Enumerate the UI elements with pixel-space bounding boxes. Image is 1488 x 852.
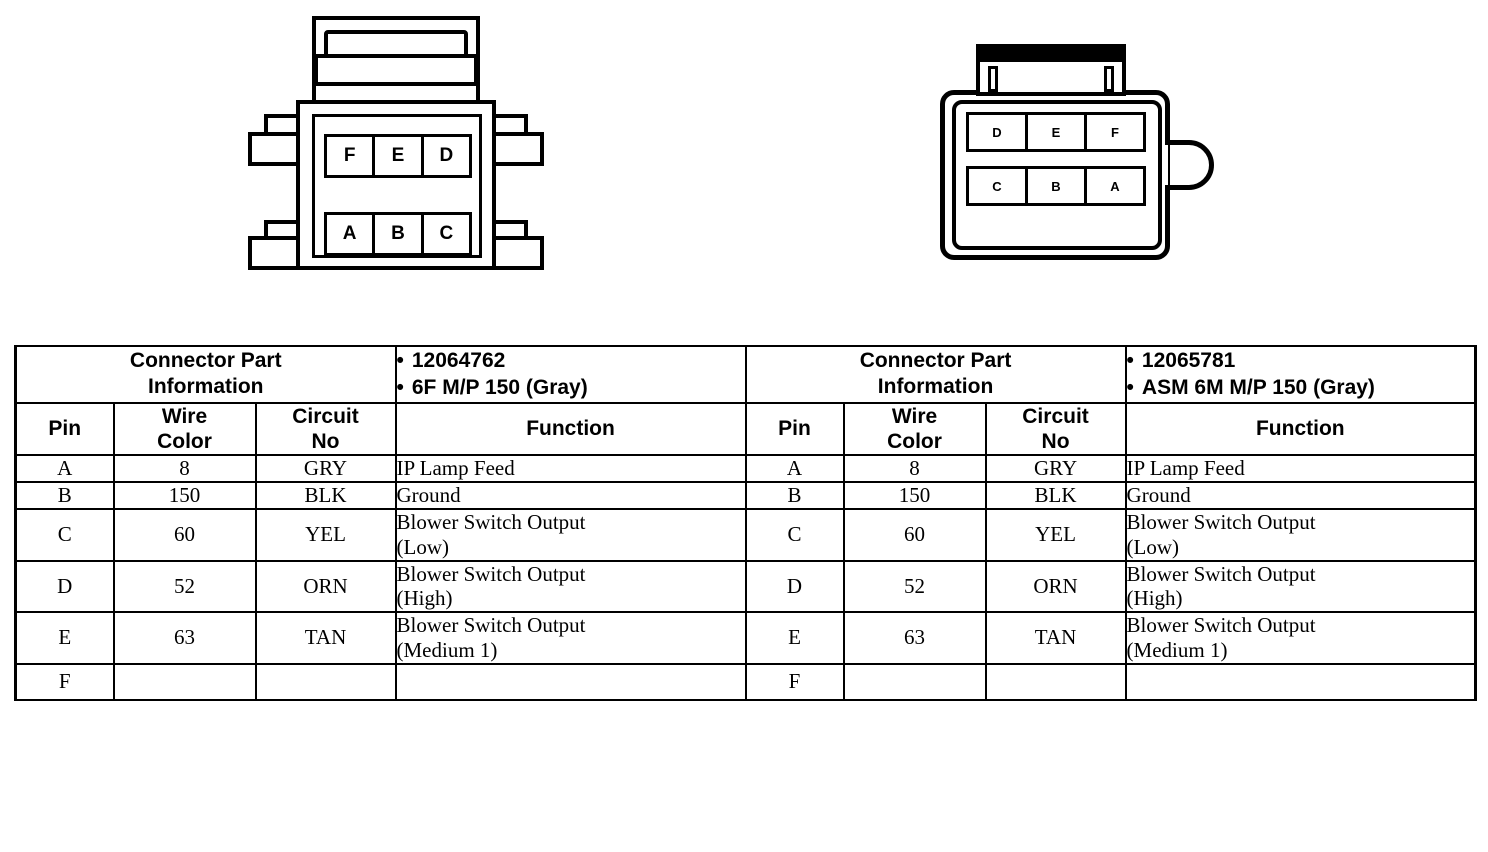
right-connector-cavity-c: C	[969, 169, 1028, 203]
header-left-wire-color-line1: Wire	[161, 404, 208, 428]
header-right-circuit-no-line1: Circuit	[1022, 404, 1089, 428]
right-function	[1126, 482, 1476, 509]
left-circuit-no: BLK	[256, 482, 396, 509]
header-right-wire-color	[844, 403, 986, 455]
right-connector-illustration	[930, 30, 1240, 260]
left-connector-description: • 6F M/P 150 (Gray)	[397, 374, 745, 401]
left-function-line2: (High)	[396, 586, 453, 611]
left-function-line1: Blower Switch Output	[396, 613, 586, 638]
header-left-circuit-no-line1: Circuit	[292, 404, 359, 428]
table-row	[16, 509, 1476, 561]
connector-part-information-row	[16, 346, 1476, 403]
right-connector-info-value	[1126, 346, 1476, 403]
right-connector-cavity-e: E	[1028, 115, 1087, 149]
left-wire-color: 63	[114, 612, 256, 664]
right-function-line1: Blower Switch Output	[1126, 509, 1316, 534]
left-function-line1: Ground	[396, 483, 461, 508]
right-connector-info-label-line2: Information	[877, 375, 994, 399]
left-wire-color: 150	[114, 482, 256, 509]
right-connector-cavity-row-top	[966, 112, 1146, 152]
left-function-line2: (Low)	[396, 534, 449, 559]
left-pin: F	[16, 664, 114, 700]
table-row	[16, 455, 1476, 482]
left-function	[396, 561, 746, 613]
header-left-wire-color	[114, 403, 256, 455]
left-function	[396, 664, 746, 700]
left-connector-cavity-c: C	[439, 223, 454, 244]
right-function-line2: (Low)	[1126, 534, 1180, 559]
left-function	[396, 509, 746, 561]
header-left-circuit-no-line2: No	[311, 429, 340, 453]
right-function	[1126, 455, 1476, 482]
left-pin: A	[16, 455, 114, 482]
left-connector-cavity-f: F	[327, 137, 375, 175]
right-circuit-no	[986, 664, 1126, 700]
right-connector-cavity-b: B	[1028, 169, 1087, 203]
right-function-line1: Blower Switch Output	[1126, 613, 1316, 638]
left-function-line2: (Medium 1)	[396, 637, 498, 662]
right-function-line1: Blower Switch Output	[1126, 561, 1316, 586]
right-wire-color: 60	[844, 509, 986, 561]
right-connector-latch-notch-right	[1104, 66, 1114, 92]
right-function-line2: (Medium 1)	[1126, 637, 1228, 662]
left-wire-color: 52	[114, 561, 256, 613]
header-left-function: Function	[396, 403, 746, 455]
left-wire-color: 60	[114, 509, 256, 561]
right-connector-cavity-f: F	[1111, 124, 1119, 140]
right-pin: C	[746, 509, 844, 561]
right-pin: B	[746, 482, 844, 509]
right-wire-color: 150	[844, 482, 986, 509]
right-circuit-no: BLK	[986, 482, 1126, 509]
left-connector-info-value	[396, 346, 746, 403]
left-connector-illustration	[248, 8, 548, 270]
left-circuit-no: GRY	[256, 455, 396, 482]
left-connector-cavity-row-top	[324, 134, 472, 178]
connector-diagram-area	[0, 0, 1488, 330]
left-circuit-no	[256, 664, 396, 700]
left-connector-ear-lower-right	[492, 236, 544, 270]
left-wire-color	[114, 664, 256, 700]
left-connector-cavity-row-bottom	[324, 212, 472, 256]
left-connector-latch-tab	[314, 54, 478, 86]
left-function	[396, 482, 746, 509]
right-connector-latch-bar	[980, 48, 1122, 62]
header-right-circuit-no-line2: No	[1041, 429, 1070, 453]
left-connector-info-label-line2: Information	[148, 375, 264, 399]
left-wire-color: 8	[114, 455, 256, 482]
left-function-line1: Blower Switch Output	[396, 509, 586, 534]
right-function-line1: IP Lamp Feed	[1126, 456, 1245, 481]
right-pin: A	[746, 455, 844, 482]
left-connector-ear-lower-left	[248, 236, 300, 270]
left-pin: E	[16, 612, 114, 664]
right-connector-info-label	[746, 346, 1126, 403]
right-connector-cavity-a: A	[1110, 178, 1120, 194]
right-circuit-no: GRY	[986, 455, 1126, 482]
left-connector-cavity-e: E	[375, 137, 423, 175]
left-connector-ear-upper-left	[248, 132, 300, 166]
right-wire-color	[844, 664, 986, 700]
left-function-line1: Blower Switch Output	[396, 561, 586, 586]
right-connector-latch-notch-left	[988, 66, 998, 92]
left-connector-cavity-b: B	[375, 215, 423, 253]
right-wire-color: 52	[844, 561, 986, 613]
table-row	[16, 482, 1476, 509]
table-row	[16, 664, 1476, 700]
header-right-function: Function	[1126, 403, 1476, 455]
right-connector-info-label-line1: Connector Part	[859, 349, 1012, 373]
table-row	[16, 561, 1476, 613]
header-left-circuit-no	[256, 403, 396, 455]
left-pin: C	[16, 509, 114, 561]
right-function	[1126, 612, 1476, 664]
left-pin: D	[16, 561, 114, 613]
right-connector-cavity-row-bottom	[966, 166, 1146, 206]
right-function-line1: Ground	[1126, 483, 1191, 508]
right-function	[1126, 561, 1476, 613]
header-right-wire-color-line2: Color	[887, 429, 942, 453]
table-header-row	[16, 403, 1476, 455]
left-circuit-no: ORN	[256, 561, 396, 613]
header-left-wire-color-line2: Color	[157, 429, 212, 453]
right-connector-cavity-d: D	[969, 115, 1028, 149]
left-pin: B	[16, 482, 114, 509]
left-circuit-no: YEL	[256, 509, 396, 561]
left-connector-cavity-a: A	[327, 215, 375, 253]
header-right-wire-color-line1: Wire	[891, 404, 938, 428]
connector-pinout-table-wrapper	[14, 345, 1474, 701]
connector-pinout-table	[14, 345, 1477, 701]
header-right-circuit-no	[986, 403, 1126, 455]
right-connector-part-number: • 12065781	[1127, 347, 1475, 374]
left-function	[396, 612, 746, 664]
right-circuit-no: ORN	[986, 561, 1126, 613]
left-connector-ear-upper-right	[492, 132, 544, 166]
table-row	[16, 612, 1476, 664]
right-function-line2: (High)	[1126, 586, 1183, 611]
right-pin: E	[746, 612, 844, 664]
left-connector-cavity-d: D	[439, 145, 454, 166]
left-connector-info-label-line1: Connector Part	[129, 349, 282, 373]
right-wire-color: 63	[844, 612, 986, 664]
right-wire-color: 8	[844, 455, 986, 482]
left-connector-part-number: • 12064762	[397, 347, 745, 374]
right-function	[1126, 664, 1476, 700]
left-connector-info-label	[16, 346, 396, 403]
right-circuit-no: YEL	[986, 509, 1126, 561]
right-function	[1126, 509, 1476, 561]
right-pin: D	[746, 561, 844, 613]
left-circuit-no: TAN	[256, 612, 396, 664]
right-connector-description: • ASM 6M M/P 150 (Gray)	[1127, 374, 1475, 401]
left-function-line1: IP Lamp Feed	[396, 456, 515, 481]
right-circuit-no: TAN	[986, 612, 1126, 664]
header-left-pin: Pin	[16, 403, 114, 455]
header-right-pin: Pin	[746, 403, 844, 455]
right-pin: F	[746, 664, 844, 700]
left-function	[396, 455, 746, 482]
